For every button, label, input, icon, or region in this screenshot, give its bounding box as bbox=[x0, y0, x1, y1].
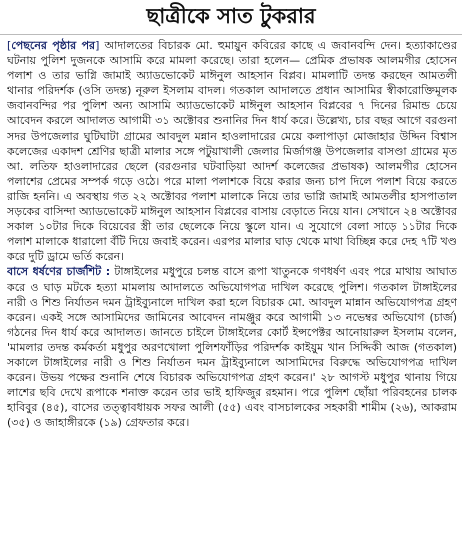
section-subhead: বাসে ধর্ষণের চার্জশিট : bbox=[7, 265, 111, 279]
article-paragraph bbox=[7, 38, 457, 264]
article-body bbox=[7, 38, 457, 556]
headline-divider bbox=[0, 34, 462, 35]
paragraph-text: আদালতের বিচারক মো. হুমায়ুন কবিরের কাছে এ জবানবন্দি দেন। হত্যাকাণ্ডের ঘটনায় পুলিশ দুজনকে আসামি করে মামলা করেছে। তারা হলেন— প্রেমিক প্রভাষক আলমগীর হোসেন পলাশ ও তার ভাগ্নি জামাই অ্যাডভোকেট মাঈনুল আহসান বিপ্লব। মামলাটি তদন্ত করছেন আমতলী থানার পরিদর্শক (ওসি তদন্ত) নূরুল ইসলাম বাদল। গতকাল আদালতে প্রধান আসামির স্বীকারোক্তিমূলক জবানবন্দির পর পুলিশ অন্য আসামি অ্যাডভোকেট মাঈনুল আহসান বিপ্লবের ৭ দিনের রিমান্ড চেয়ে আবেদন করলে আদালত আগামী ৩১ অক্টোবর শুনানির দিন ধার্য করে। উল্লেখ্য, চার বছর আগে বরগুনা সদর উপজেলার ঘুটিঘাটা গ্রামের আবদুল মন্নান হাওলাদারের মেয়ে কলাপাড়া মোজাহার উদ্দিন বিশ্বাস কলেজের একাদশ শ্রেণির ছাত্রী মালার সঙ্গে পটুয়াখালী জেলার মির্জাগঞ্জ উপজেলার বাসণ্ডা গ্রামের মৃত আ. লতিফ হাওলাদারের ছেলে (বরগুনার ঘটবাড়িয়া আদর্শ কলেজের প্রভাষক) আলমগীর হোসেন পলাশের প্রেমের সম্পর্ক গড়ে ওঠে। পরে মালা পলাশকে বিয়ে করার জন্য চাপ দিলে পলাশ বিয়ে করতে রাজি হননি। এ অবস্থায় গত ২২ অক্টোবর পলাশ মালাকে নিয়ে তার ভাগ্নি জামাই আমতলীর হাসপাতাল সড়কের বাসিন্দা অ্যাডভোকেট মাঈনুল আহসান বিপ্লবের বাসায় বেড়াতে নিয়ে যান। সেখানে ২৪ অক্টোবর সকাল ১০টার দিকে বিয়েবের স্ত্রী তার ছেলেকে নিয়ে স্কুলে যান। এ সুযোগে বেলা সাড়ে ১১টার দিকে পলাশ মালাকে ধারালো বঁটি দিয়ে জবাই করেন। এরপর মালার ঘাড় থেকে মাথা বিচ্ছিন্ন করে দেহ ৭টি খণ্ড করে দুটি ড্রামে ভর্তি করেন। bbox=[7, 39, 457, 264]
article-paragraph bbox=[7, 264, 457, 430]
paragraph-text: টাঙ্গাইলের মধুপুরে চলন্ত বাসে রূপা খাতুনকে গণধর্ষণ এবং পরে মাথায় আঘাত করে ও ঘাড় মটকে হত্যা মামলায় আদালতে অভিযোগপত্র দাখিল করেছে পুলিশ। গতকাল টাঙ্গাইলের নারী ও শিশু নির্যাতন দমন ট্রাইব্যুনালে দাখিল করা হলে বিচারক মো. আবদুল মান্নান অভিযোগপত্র গ্রহণ করেন। একই সঙ্গে আসামিদের জামিনের আবেদন নামঞ্জুর করে আগামী ১৩ নভেম্বর অভিযোগ (চার্জ) গঠনের দিন ধার্য করে আদালত। জানতে চাইলে টাঙ্গাইলের কোর্ট ইন্সপেক্টর আনোয়ারুল ইসলাম বলেন, 'মামলার তদন্ত কর্মকর্তা মধুপুর অরণখোলা পুলিশফাঁড়ির পরিদর্শক কাইয়ুম খান সিদ্দিকী আজ (গতকাল) সকালে টাঙ্গাইলের নারী ও শিশু নির্যাতন দমন ট্রাইব্যুনালে আসামিদের বিরুদ্ধে অভিযোগপত্র দাখিল করেন। উভয় পক্ষের শুনানি শেষে বিচারক অভিযোগপত্র গ্রহণ করেন।' ২৮ আগস্ট মধুপুর থানায় গিয়ে লাশের ছবি দেখে রূপাকে শনাক্ত করেন তার ভাই হাফিজুর রহমান। পরে পুলিশ ছোঁয়া পরিবহনের চালক হাবিবুর (৪৫), বাসের তত্ত্বাবধায়ক সফর আলী (৫৫) এবং বাসচালকের সহকারী শামীম (২৬), আকরাম (৩৫) ও জাহাঙ্গীরকে (১৯) গ্রেফতার করে। bbox=[7, 265, 457, 430]
headline: ছাত্রীকে সাত টুকরার bbox=[146, 3, 316, 28]
continued-from-label: পেছনের পৃষ্ঠার পর bbox=[11, 39, 96, 52]
bracket-open: [ bbox=[7, 39, 12, 52]
bracket-close: ] bbox=[95, 39, 100, 52]
